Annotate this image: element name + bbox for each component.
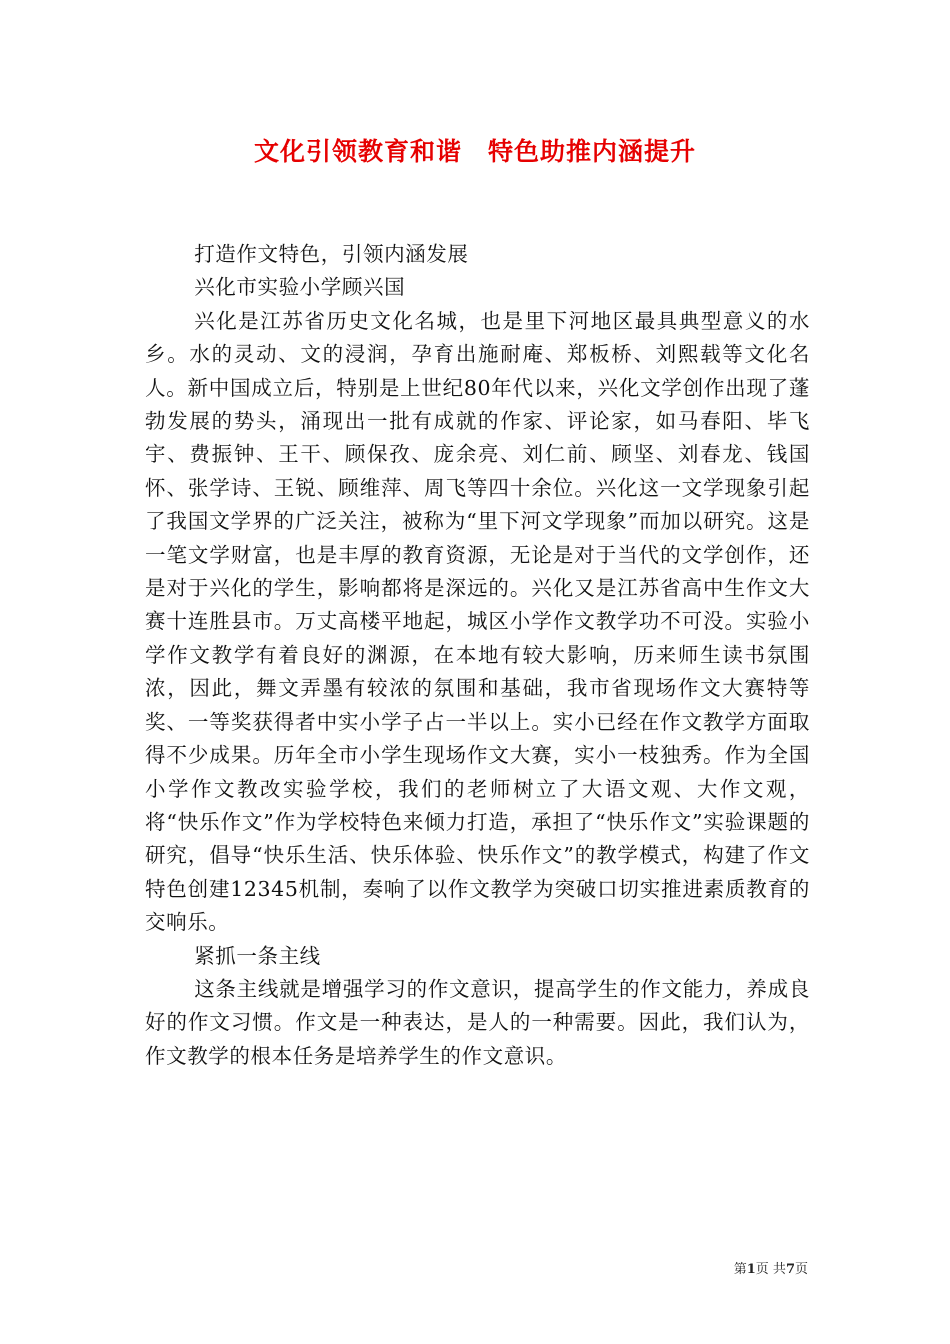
footer-suffix: 页 <box>794 1262 808 1277</box>
body-paragraph: 兴化是江苏省历史文化名城，也是里下河地区最具典型意义的水乡。水的灵动、文的浸润，孕育出施耐庵、郑板桥、刘熙载等文化名人。新中国成立后，特别是上世纪80年代以来，兴化文学创作出现了蓬勃发展的势头，涌现出一批有成就的作家、评论家，如马春阳、毕飞宇、费振钟、王干、顾保孜、庞余亮、刘仁前、顾坚、刘春龙、钱国怀、张学诗、王锐、顾维萍、周飞等四十余位。兴化这一文学现象引起了我国文学界的广泛关注，被称为“里下河文学现象”而加以研究。这是一笔文学财富，也是丰厚的教育资源，无论是对于当代的文学创作，还是对于兴化的学生，影响都将是深远的。兴化又是江苏省高中生作文大赛十连胜县市。万丈高楼平地起，城区小学作文教学功不可没。实验小学作文教学有着良好的渊源，在本地有较大影响，历来师生读书氛围浓，因此，舞文弄墨有较浓的氛围和基础，我市省现场作文大赛特等奖、一等奖获得者中实小学子占一半以上。实小已经在作文教学方面取得不少成果。历年全市小学生现场作文大赛，实小一枝独秀。作为全国小学作文教改实验学校，我们的老师树立了大语文观、大作文观，将“快乐作文”作为学校特色来倾力打造，承担了“快乐作文”实验课题的研究，倡导“快乐生活、快乐体验、快乐作文”的教学模式，构建了作文特色创建12345机制，奏响了以作文教学为突破口切实推进素质教育的交响乐。 <box>145 308 810 935</box>
body-paragraph: 这条主线就是增强学习的作文意识，提高学生的作文能力，养成良好的作文习惯。作文是一种表达，是人的一种需要。因此，我们认为，作文教学的根本任务是培养学生的作文意识。 <box>145 976 810 1068</box>
footer-prefix: 第 <box>733 1262 747 1277</box>
author-line: 兴化市实验小学顾兴国 <box>194 275 406 300</box>
document-title: 文化引领教育和谐 特色助推内涵提升 <box>253 137 696 166</box>
footer-middle: 页 共 <box>755 1262 786 1277</box>
document-body <box>145 238 810 1073</box>
subsection-heading: 紧抓一条主线 <box>194 943 321 968</box>
page-number-footer <box>734 1258 808 1277</box>
section-heading: 打造作文特色，引领内涵发展 <box>194 242 469 266</box>
current-page-number: 1 <box>746 1262 756 1277</box>
total-pages-number: 7 <box>785 1262 795 1277</box>
